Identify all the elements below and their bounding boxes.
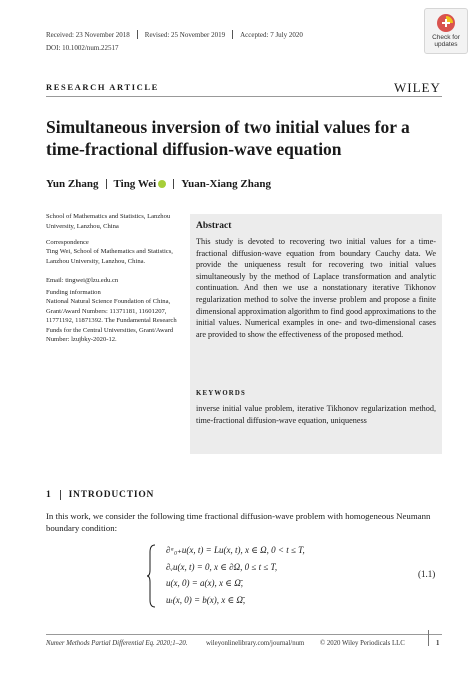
- header-rule: [46, 96, 442, 97]
- section-heading: [46, 490, 154, 500]
- divider: [232, 30, 233, 39]
- history-dates: [46, 30, 303, 39]
- equation-number: (1.1): [418, 569, 436, 579]
- check-for-updates-badge[interactable]: [424, 8, 468, 54]
- divider: [173, 179, 174, 189]
- funding-heading: Funding information: [46, 289, 101, 296]
- author-1[interactable]: Yun Zhang: [46, 178, 99, 190]
- correspondence-heading: Correspondence: [46, 239, 89, 246]
- equation-line: u(x, 0) = a(x), x ∈ Ω̄,: [166, 578, 243, 588]
- equation-line: ∂ᵥu(x, t) = 0, x ∈ ∂Ω, 0 ≤ t ≤ T,: [166, 561, 278, 572]
- divider: [106, 179, 107, 189]
- page-number: 1: [436, 640, 440, 647]
- equation-system: [154, 542, 374, 608]
- update-icon: [436, 13, 456, 33]
- footer-rule: [46, 634, 442, 635]
- journal-website-link[interactable]: wileyonlinelibrary.com/journal/num: [206, 640, 305, 647]
- intro-paragraph: In this work, we consider the following time fractional diffusion-wave problem with homogeneous Neumann boundary condition:: [46, 511, 431, 533]
- equation-line: uₜ(x, 0) = b(x), x ∈ Ω̄,: [166, 594, 246, 605]
- author-2[interactable]: Ting Wei: [113, 178, 157, 190]
- publisher-logo[interactable]: WILEY: [394, 80, 441, 95]
- journal-citation: Numer Methods Partial Differential Eq. 2020;1–20.: [46, 640, 188, 647]
- received-date: Received: 23 November 2018: [46, 30, 130, 39]
- divider: [428, 630, 429, 646]
- email-link[interactable]: Email: tingwei@lzu.edu.cn: [46, 277, 119, 284]
- affiliation: School of Mathematics and Statistics, Lanzhou University, Lanzhou, China: [46, 213, 171, 230]
- section-title: INTRODUCTION: [68, 490, 155, 500]
- divider: [137, 30, 138, 39]
- divider: [60, 490, 61, 500]
- abstract-text: This study is devoted to recovering two initial values for a time-fractional diffusion-wave equation from boundary Cauchy data. We provide the uniqueness result for recovering two initial values simultaneously by the method of Laplace transformation and analytic continuation. And then we use a nonstationary iterative Tikhonov regularization method to solve the inverse problem and propose a finite dimensional approximation algorithm to find good approximations to the initial values. Numerical examples in one- and two-dimensional cases are provided to show the effectiveness of the proposed method.: [196, 237, 436, 339]
- badge-label-1: Check for: [432, 34, 460, 41]
- doi-link[interactable]: DOI: 10.1002/num.22517: [46, 44, 119, 52]
- abstract-heading: Abstract: [196, 221, 232, 231]
- badge-label-2: updates: [434, 41, 458, 48]
- funding-text: National Natural Science Foundation of China, Grant/Award Numbers: 11371181, 11601207, 11771192, 11871392. The Fundamental Research Funds for the Central Universities, Grant/Award Number: lzujbky-2020-12.: [46, 298, 177, 343]
- copyright: © 2020 Wiley Periodicals LLC: [320, 640, 405, 647]
- accepted-date: Accepted: 7 July 2020: [240, 30, 303, 39]
- keywords-heading: KEYWORDS: [196, 390, 247, 397]
- orcid-icon[interactable]: [158, 180, 166, 188]
- article-type: RESEARCH ARTICLE: [46, 82, 159, 92]
- author-list: [46, 178, 271, 190]
- section-number: 1: [46, 490, 52, 500]
- correspondence-text: Ting Wei, School of Mathematics and Statistics, Lanzhou University, Lanzhou, China.: [46, 248, 173, 265]
- equation-line: ∂ᵅ₀₊u(x, t) = Lu(x, t), x ∈ Ω, 0 < t ≤ T,: [166, 545, 305, 555]
- revised-date: Revised: 25 November 2019: [144, 30, 226, 39]
- article-title: Simultaneous inversion of two initial values for a time-fractional diffusion-wave equation: [46, 117, 410, 159]
- author-3[interactable]: Yuan-Xiang Zhang: [181, 178, 271, 190]
- keywords-text: inverse initial value problem, iterative Tikhonov regularization method, time-fractional diffusion-wave equation, uniqueness: [196, 404, 436, 425]
